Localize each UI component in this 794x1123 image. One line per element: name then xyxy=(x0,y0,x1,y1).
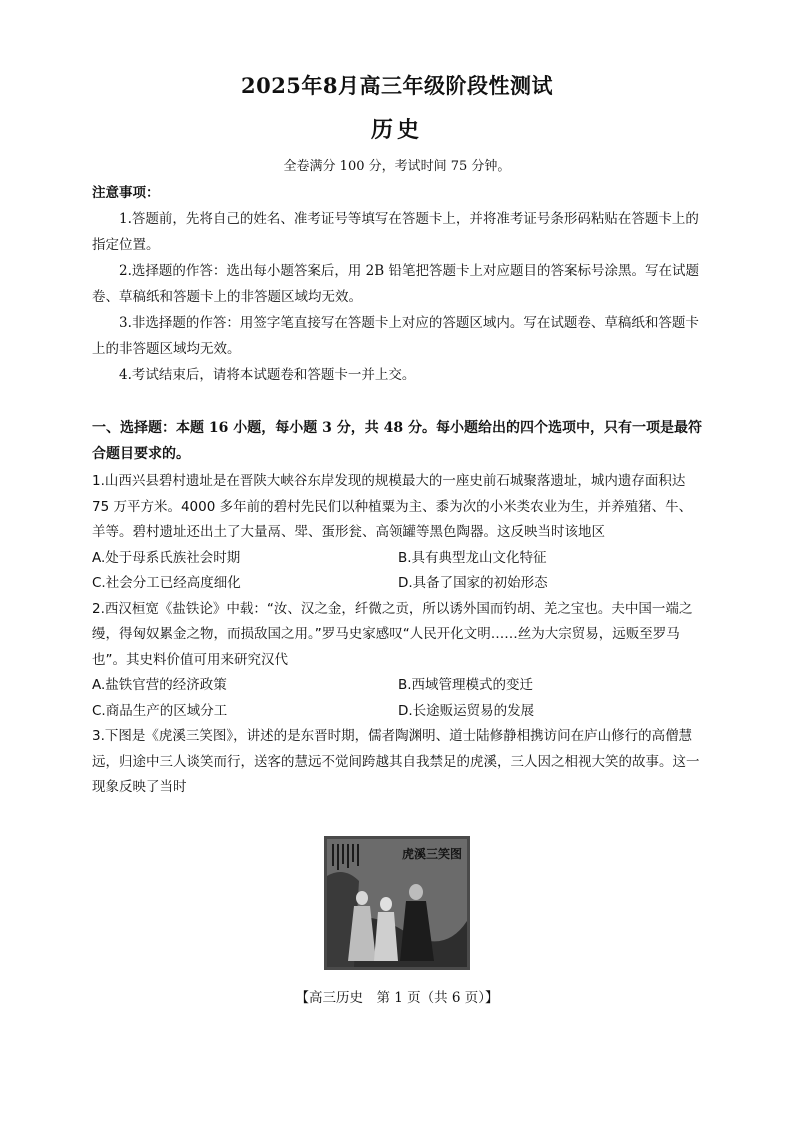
question-options xyxy=(92,673,704,724)
figure-robe xyxy=(374,912,398,961)
painting-inscription: 虎溪三笑图 xyxy=(401,847,462,861)
question-stem: 1.山西兴县碧村遗址是在晋陕大峡谷东岸发现的规模最大的一座史前石城聚落遗址，城内遗存面积达 75 万平方米。4000 多年前的碧村先民们以种植粟为主、黍为次的小米类农业为生，并养殖猪、牛、羊等。碧村遗址还出土了大量鬲、斝、蛋形瓮、高领罐等黑色陶器。这反映当时该地区 xyxy=(92,473,693,540)
exam-title: 2025年8月高三年级阶段性测试 xyxy=(240,73,554,98)
figure-head xyxy=(380,897,392,911)
note-item: 3.非选择题的作答：用签字笔直接写在答题卡上对应的答题区域内。写在试题卷、草稿纸和答题卡上的非答题区域均无效。 xyxy=(92,315,699,357)
notes-list xyxy=(92,206,704,388)
question-stem: 3.下图是《虎溪三笑图》，讲述的是东晋时期，儒者陶渊明、道士陆修静相携访问在庐山修行的高僧慧远，归途中三人谈笑而行，送客的慧远不觉间跨越其自我禁足的虎溪，三人因之相视大笑的故事。这一现象反映了当时 xyxy=(92,728,700,795)
section-heading: 一、选择题：本题 16 小题，每小题 3 分，共 48 分。每小题给出的四个选项中，只有一项是最符合题目要求的。 xyxy=(92,420,702,462)
note-item: 1.答题前，先将自己的姓名、准考证号等填写在答题卡上，并将准考证号条形码粘贴在答题卡上的指定位置。 xyxy=(92,211,699,253)
question-list xyxy=(92,469,704,801)
option-c: C.商品生产的区域分工 xyxy=(92,702,228,719)
subject-title: 历史 xyxy=(370,117,423,143)
option-a: A.处于母系氏族社会时期 xyxy=(92,549,241,566)
question-stem: 2.西汉桓宽《盐铁论》中载：“汝、汉之金，纤微之贡，所以诱外国而钓胡、羌之宝也。夫中国一端之缦，得匈奴累金之物，而损敌国之用。”罗马史家感叹“人民开化文明……丝为大宗贸易，远贩至罗马也”。其史料价值可用来研究汉代 xyxy=(92,600,693,668)
option-a: A.盐铁官营的经济政策 xyxy=(92,677,227,693)
note-item: 2.选择题的作答：选出每小题答案后，用 2B 铅笔把答题卡上对应题目的答案标号涂黑。写在试题卷、草稿纸和答题卡上的非答题区域均无效。 xyxy=(92,263,699,305)
note-item: 4.考试结束后，请将本试题卷和答题卡一并上交。 xyxy=(119,367,416,383)
page-footer: 【高三历史 第 1 页（共 6 页）】 xyxy=(295,990,499,1006)
exam-meta: 全卷满分 100 分，考试时间 75 分钟。 xyxy=(283,159,511,174)
option-c: C.社会分工已经高度细化 xyxy=(92,575,241,591)
option-d: D.长途贩运贸易的发展 xyxy=(398,702,535,719)
figure-head xyxy=(356,891,368,905)
notes-heading: 注意事项： xyxy=(92,185,160,201)
question-options xyxy=(92,546,704,597)
option-b: B.具有典型龙山文化特征 xyxy=(398,549,547,566)
option-d: D.具备了国家的初始形态 xyxy=(398,575,548,591)
figure-head xyxy=(409,884,423,900)
option-b: B.西域管理模式的变迁 xyxy=(398,677,534,693)
painting-figure xyxy=(324,836,470,970)
